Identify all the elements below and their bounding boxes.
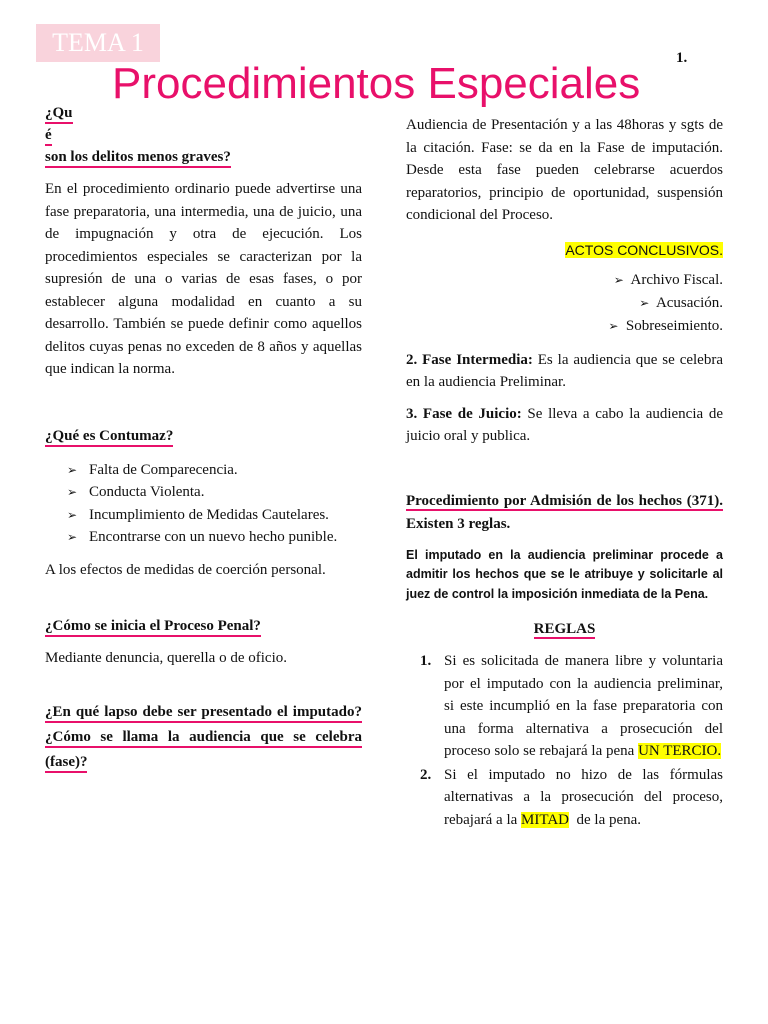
left-column	[45, 102, 362, 775]
actos-conclusivos-heading: ACTOS CONCLUSIVOS.	[565, 241, 723, 258]
paragraph-denuncia: Mediante denuncia, querella o de oficio.	[45, 650, 287, 666]
arrow-bullet-icon: ➢	[613, 272, 624, 287]
arrow-bullet-icon: ➢	[67, 462, 78, 477]
paragraph-medidas-coercion: A los efectos de medidas de coerción personal.	[45, 561, 326, 578]
list-item: ➢ Sobreseimiento.	[608, 317, 723, 334]
arrow-bullet-icon: ➢	[67, 530, 78, 544]
tema-badge: TEMA 1	[36, 24, 160, 62]
highlight-un-tercio: UN TERCIO.	[638, 743, 722, 759]
paragraph-audiencia-presentacion: Audiencia de Presentación y a las 48horas y sgts de la citación. Fase: se da en la Fase de imputación. Desde esta fase pueden celebrarse acuerdos reparatorios, principio de oportunidad, suspensión condicional del Proceso.	[406, 117, 723, 223]
list-item: ➢ Conducta Violenta.	[67, 481, 362, 504]
right-column	[406, 114, 723, 831]
paragraph-procedimiento-ordinario: En el procedimiento ordinario puede advertirse una fase preparatoria, una intermedia, una de juicio, una de impugnación y otra de ejecución. Los procedimientos especiales se caracterizan por la supresión de una o varias de esas fases, o por establecer alguna modalidad en cuanto a su desarrollo. También se puede definir como aquellos delitos cuyas penas no exceden de 8 años y aquellas que indican la norma.	[45, 181, 362, 377]
list-item: ➢ Falta de Comparecencia.	[67, 459, 362, 482]
question-lapso-imputado: ¿En qué lapso debe ser presentado el imputado? ¿Cómo se llama la audiencia que se celebra (fase)?	[45, 700, 362, 775]
page-number: 1.	[676, 50, 688, 66]
reglas-heading: REGLAS	[533, 621, 596, 637]
fase-juicio: 3. Fase de Juicio: Se lleva a cabo la audiencia de juicio oral y publica.	[406, 405, 723, 444]
fase-intermedia: 2. Fase Intermedia: Es la audiencia que se celebra en la audiencia Preliminar.	[406, 351, 723, 390]
highlight-mitad: MITAD	[521, 811, 569, 828]
question-inicio-proceso: ¿Cómo se inicia el Proceso Penal?	[45, 615, 362, 637]
list-item: ➢ Encontrarse con un nuevo hecho punible.	[67, 526, 362, 549]
contumaz-list	[67, 459, 362, 549]
arrow-bullet-icon: ➢	[639, 295, 650, 310]
arrow-bullet-icon: ➢	[608, 318, 619, 333]
list-item: 1. Si es solicitada de manera libre y voluntaria por el imputado con la audiencia preliminar, si este incumplió en la fase preparatoria con una forma alternativa a prosecución del proceso solo se rebajará la pena UN TERCIO.	[420, 653, 723, 759]
list-item: ➢ Incumplimiento de Medidas Cautelares.	[67, 504, 362, 527]
admision-text: El imputado en la audiencia preliminar procede a admitir los hechos que se le atribuye y solicitarle al juez de control la imposición inmediata de la Pena.	[406, 547, 723, 601]
reglas-list	[406, 650, 723, 831]
admision-heading: Procedimiento por Admisión de los hechos (371). Existen 3 reglas.	[406, 492, 723, 532]
list-item: ➢ Archivo Fiscal.	[613, 271, 723, 288]
arrow-bullet-icon: ➢	[67, 507, 78, 522]
question-delitos-menos-graves: ¿Qu é son los delitos menos graves?	[45, 102, 362, 168]
list-item: 2. Si el imputado no hizo de las fórmulas alternativas a la prosecución del proceso, rebajará a la MITAD de la pena.	[420, 766, 723, 828]
arrow-bullet-icon: ➢	[67, 485, 78, 499]
page-title: Procedimientos Especiales	[112, 59, 641, 108]
list-item: ➢ Acusación.	[639, 294, 723, 311]
question-contumaz: ¿Qué es Contumaz?	[45, 425, 362, 447]
actos-list	[406, 269, 723, 338]
